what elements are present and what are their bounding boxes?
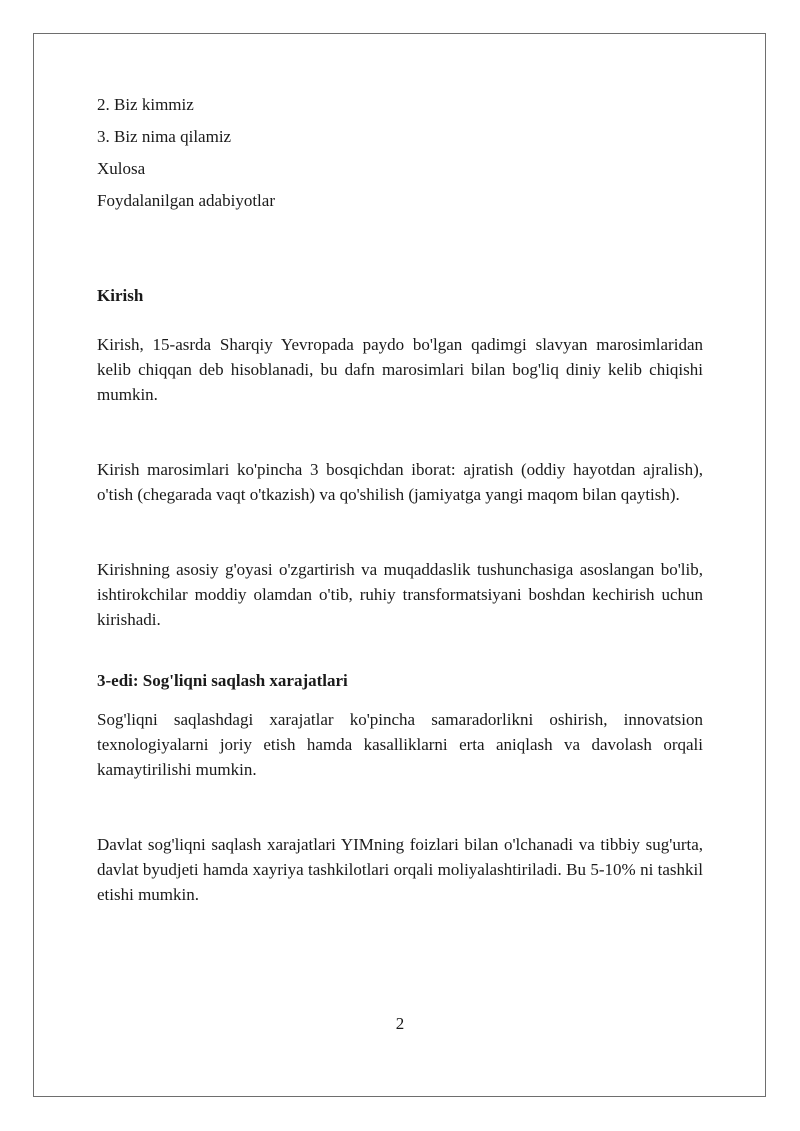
toc-item: 3. Biz nima qilamiz <box>97 127 232 146</box>
toc-item: 2. Biz kimmiz <box>97 95 194 114</box>
toc-item: Xulosa <box>97 159 146 178</box>
paragraph: Davlat sog'liqni saqlash xarajatlari YIMning foizlari bilan o'lchanadi va tibbiy sug'urta, davlat byudjeti hamda xayriya tashkilotlari orqali moliyalashtiriladi. Bu 5-10% ni tashkil etishi mumkin. <box>97 835 703 904</box>
paragraph: Sog'liqni saqlashdagi xarajatlar ko'pincha samaradorlikni oshirish, innovatsion texnologiyalarni joriy etish hamda kasalliklarni erta aniqlash va davolash orqali kamaytirilishi mumkin. <box>97 710 703 779</box>
table-of-contents <box>97 92 703 213</box>
paragraph: Kirish marosimlari ko'pincha 3 bosqichdan iborat: ajratish (oddiy hayotdan ajralish), o'tish (chegarada vaqt o'tkazish) va qo'shilish (jamiyatga yangi maqom bilan qaytish). <box>97 460 703 504</box>
paragraph: Kirish, 15-asrda Sharqiy Yevropada paydo bo'lgan qadimgi slavyan marosimlaridan kelib chiqqan deb hisoblanadi, bu dafn marosimlari bilan bog'liq diniy kelib chiqishi mumkin. <box>97 335 703 404</box>
toc-item: Foydalanilgan adabiyotlar <box>97 191 275 210</box>
section-heading: Kirish <box>97 286 144 305</box>
page-number: 2 <box>395 1014 405 1033</box>
section-health-expenses <box>97 668 703 907</box>
paragraph: Kirishning asosiy g'oyasi o'zgartirish va muqaddaslik tushunchasiga asoslangan bo'lib, ishtirokchilar moddiy olamdan o'tib, ruhiy transformatsiyani boshdan kechirish uchun kirishadi. <box>97 560 703 629</box>
section-heading: 3-edi: Sog'liqni saqlash xarajatlari <box>97 671 348 690</box>
document-body <box>97 92 703 907</box>
section-kirish <box>97 283 703 632</box>
